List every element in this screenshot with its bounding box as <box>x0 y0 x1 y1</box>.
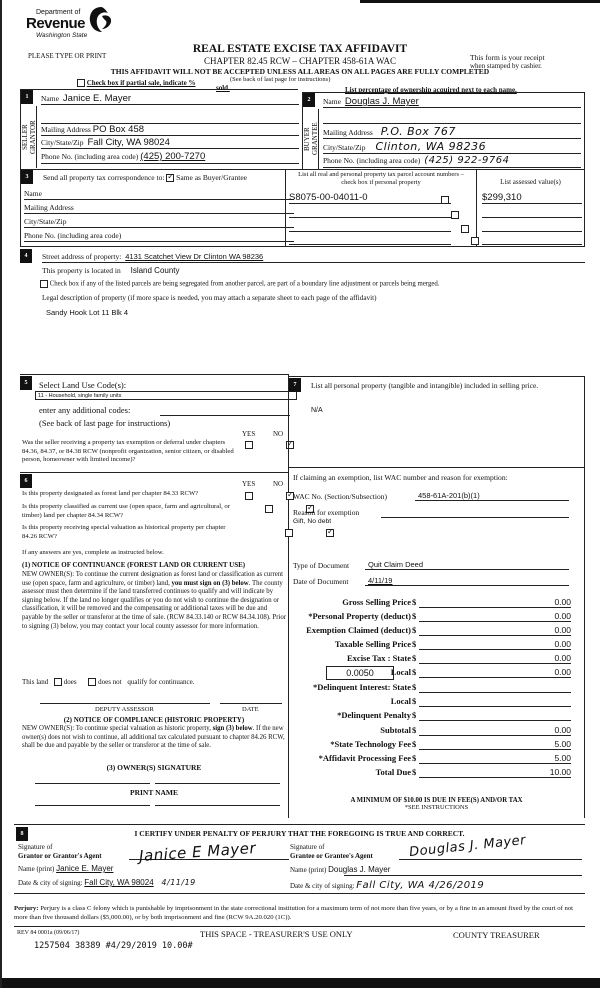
seller-city-field[interactable] <box>41 137 299 149</box>
label: Name (print) <box>18 865 55 873</box>
owner-signature-line-1[interactable] <box>35 783 150 784</box>
buyer-mailing: P.O. Box 767 <box>380 125 456 138</box>
treasurer-use-label: THIS SPACE - TREASURER'S USE ONLY <box>200 929 353 939</box>
dollar: $ <box>412 682 417 692</box>
section-number: 3 <box>21 170 33 184</box>
logo-line2: Revenue <box>26 15 86 32</box>
receipt-note-2: when stamped by cashier. <box>470 62 542 70</box>
parcel-number-3[interactable] <box>289 222 451 232</box>
grantor-signature-label <box>18 843 102 860</box>
yes-header: YES <box>242 430 256 438</box>
grantor-print-name[interactable]: Janice E. Mayer <box>56 864 114 873</box>
form-revision: REV 84 0001a (09/06/17) <box>17 930 80 936</box>
excise-tax-local[interactable]: 0.00 <box>419 667 571 678</box>
segregated-row <box>40 280 440 288</box>
buyer-side-label <box>303 109 319 169</box>
print-name-line-2[interactable] <box>155 805 280 806</box>
label: Local <box>390 667 411 677</box>
legal-description[interactable]: Sandy Hook Lot 11 Blk 4 <box>46 308 128 317</box>
continuance-qualify-row <box>22 678 194 686</box>
yes-header: YES <box>242 480 256 488</box>
perjury-label: Perjury: <box>14 905 39 912</box>
form-title: REAL ESTATE EXCISE TAX AFFIDAVIT <box>192 43 408 55</box>
label: Subtotal <box>380 725 411 735</box>
label: Gross Selling Price <box>342 597 411 607</box>
dollar: $ <box>412 611 417 621</box>
dor-swoosh-icon <box>88 5 114 33</box>
minimum-note: A MINIMUM OF $10.00 IS DUE IN FEE(S) AND/OR TAX <box>350 797 523 804</box>
label: *Personal Property (deduct) <box>308 611 411 621</box>
section-property <box>20 249 585 369</box>
logo-line3: Washington State <box>36 32 88 39</box>
buyer-name: Douglas J. Mayer <box>344 96 419 107</box>
corr-phone-field[interactable] <box>24 231 294 242</box>
parcel-number-4[interactable] <box>289 235 451 245</box>
perjury-notice <box>14 904 585 922</box>
cashier-stamp: 1257504 38389 #4/29/2019 10.00# <box>34 941 193 951</box>
section-number: 1 <box>21 90 33 104</box>
excise-tax-state[interactable]: 0.00 <box>419 653 571 664</box>
grantor-date-row <box>18 878 196 887</box>
label: *Delinquent Penalty <box>337 710 411 720</box>
dollar: $ <box>412 625 417 635</box>
wac-row <box>293 492 387 501</box>
land-use-label: Select Land Use Code(s): <box>39 380 127 390</box>
does-checkbox[interactable] <box>54 678 62 686</box>
section-number: 6 <box>20 474 32 488</box>
dollar: $ <box>412 767 417 777</box>
partial-sale-row <box>77 79 195 87</box>
grantor-label: GRANTOR <box>29 120 37 154</box>
local-rate-box[interactable]: 0.0050 <box>326 666 394 680</box>
logo-line1: Department of <box>36 9 81 16</box>
label: City/State/Zip <box>24 217 67 226</box>
dollar: $ <box>412 753 417 763</box>
total-due[interactable]: 10.00 <box>419 767 571 778</box>
label: This property is located in <box>42 266 121 275</box>
form-warning: THIS AFFIDAVIT WILL NOT BE ACCEPTED UNLESS ALL AREAS ON ALL PAGES ARE FULLY COMPLETED <box>110 67 490 76</box>
certify-statement: I CERTIFY UNDER PENALTY OF PERJURY THAT THE FOREGOING IS TRUE AND CORRECT. <box>134 829 465 838</box>
doc-date-label: Date of Document <box>293 577 349 586</box>
grantor-date-city[interactable]: Fall City, WA 98024 <box>84 878 154 887</box>
dollar: $ <box>412 639 417 649</box>
label: Total Due <box>375 767 411 777</box>
label: *Affidavit Processing Fee <box>318 753 411 763</box>
amount-row-personal <box>290 611 585 623</box>
grantor-date-handwritten: 4/11/19 <box>161 878 196 887</box>
buyer-name-field[interactable] <box>323 96 581 108</box>
personal-property-checkbox-1[interactable] <box>441 196 449 204</box>
doc-date[interactable]: 4/11/19 <box>365 576 569 586</box>
text-bold: you must sign on (3) below <box>171 579 249 587</box>
doc-type[interactable]: Quit Claim Deed <box>365 560 569 570</box>
parcel-header: List all real and personal property tax parcel account numbers – check box if personal property <box>298 171 464 186</box>
amount-row-state-tax <box>290 653 585 665</box>
label: City/State/Zip <box>323 143 366 152</box>
label: Taxable Selling Price <box>334 639 411 649</box>
text: . The county assessor must then determine if the land transferred continues to qualify and will indicate by signing below. If the land no longer qualifies or you do not wish to continue the designation or classification, it will be removed and the compensating or additional taxes will be due and payable by the seller or transferor at the time of sale. (RCW 84.33.140 or RCW 84.34.108). Prior to signing (3) below, you may contact your local county assessor for more information. <box>22 579 287 630</box>
personal-property-checkbox-2[interactable] <box>451 211 459 219</box>
label: Street address of property: <box>42 252 122 261</box>
seller-name-field[interactable] <box>41 93 299 105</box>
assessed-value-1[interactable]: $299,310 <box>482 192 582 204</box>
seller-city: Fall City, WA 98024 <box>87 137 170 148</box>
section-forest-land <box>20 472 288 818</box>
located-row <box>42 266 180 275</box>
same-as-buyer-checkbox[interactable] <box>166 174 174 182</box>
seller-side-label <box>21 106 37 168</box>
grantee-signature-label <box>290 843 373 860</box>
exemption-header: If claiming an exemption, list WAC number and reason for exemption: <box>293 473 508 482</box>
label: does not <box>98 678 122 686</box>
section-number: 4 <box>20 249 32 263</box>
label: WAC No. (Section/Subsection) <box>293 492 387 501</box>
no-header: NO <box>273 430 284 438</box>
dollar: $ <box>412 696 417 706</box>
label: Name <box>323 97 341 106</box>
label: *State Technology Fee <box>330 739 411 749</box>
personal-property-value[interactable]: N/A <box>311 407 323 414</box>
text: NEW OWNER(S): To continue special valuation as historic property, <box>22 725 211 732</box>
street-address-row <box>42 252 263 261</box>
amount-row-processing-fee <box>290 753 585 765</box>
label: Date & city of signing: <box>290 882 355 890</box>
dollar: $ <box>412 739 417 749</box>
street-address: 4131 Scatchet View Dr Clinton WA 98236 <box>125 252 264 261</box>
section-correspondence <box>20 169 585 247</box>
buyer-mailing-field[interactable] <box>323 125 581 139</box>
send-label: Send all property tax correspondence to: <box>43 173 165 182</box>
label: Grantee or Grantee's Agent <box>290 851 373 860</box>
buyer-city: Clinton, WA 98236 <box>375 140 487 153</box>
seller-mailing-field[interactable] <box>41 124 299 136</box>
label: Name <box>24 189 42 198</box>
amount-row-gross <box>290 597 585 609</box>
label: Phone No. (including area code) <box>41 152 139 161</box>
label: Signature of <box>18 843 53 851</box>
subtotal[interactable]: 0.00 <box>419 725 571 736</box>
partial-sale-label: Check box if partial sale, indicate % <box>86 79 196 87</box>
label: City/State/Zip <box>41 138 84 147</box>
please-type-label: PLEASE TYPE OR PRINT <box>28 52 107 60</box>
no-header: NO <box>273 480 284 488</box>
amount-row-tech-fee <box>290 739 585 751</box>
label: Check box if any of the listed parcels are being segregated from another parcel, are part of a boundary line adjustment or parcels being merged. <box>49 280 440 288</box>
affidavit-processing-fee[interactable]: 5.00 <box>419 753 571 764</box>
seller-phone-field[interactable] <box>41 151 299 164</box>
seller-phone: (425) 200-7270 <box>140 151 206 162</box>
section-number: 5 <box>20 376 32 390</box>
reason-label: Reason for exemption <box>293 508 360 517</box>
compliance-title: (2) NOTICE OF COMPLIANCE (HISTORIC PROPERTY) <box>63 716 245 724</box>
deputy-assessor-label: DEPUTY ASSESSOR <box>95 706 154 713</box>
current-use-yes-checkbox[interactable] <box>265 505 273 513</box>
personal-property-checkbox-3[interactable] <box>461 225 469 233</box>
grantor-signature: Janice E Mayer <box>138 838 257 866</box>
grantee-name-line <box>344 875 582 876</box>
divider <box>14 893 585 894</box>
label: Excise Tax : State <box>347 653 411 663</box>
deputy-assessor-signature-line[interactable] <box>40 703 210 704</box>
label: enter any additional codes: <box>39 405 131 415</box>
dollar: $ <box>412 597 417 607</box>
land-use-select[interactable]: 11 - Household, single family units <box>35 391 297 400</box>
personal-property-deduct[interactable]: 0.00 <box>419 611 571 622</box>
ownership-note: List percentage of ownership acquired next to each name. <box>345 86 517 94</box>
delinquent-interest-local[interactable] <box>419 696 571 707</box>
continuance-title: (1) NOTICE OF CONTINUANCE (FOREST LAND OR CURRENT USE) <box>22 561 246 569</box>
label: does <box>63 678 77 686</box>
buyer-city-field[interactable] <box>323 140 581 154</box>
scan-bottom-edge <box>0 978 600 988</box>
amount-row-total <box>290 767 585 779</box>
see-instructions: *SEE INSTRUCTIONS <box>404 804 469 811</box>
date-label: DATE <box>242 706 259 713</box>
buyer-phone-field[interactable] <box>323 155 581 168</box>
label: Signature of <box>290 843 325 851</box>
label: Mailing Address <box>323 128 373 137</box>
parcel-number-2[interactable] <box>289 208 451 218</box>
compliance-text <box>22 725 287 751</box>
grantee-signature-line[interactable] <box>399 859 582 860</box>
section-number: 2 <box>303 93 315 107</box>
county: Island County <box>130 266 180 275</box>
wac-number[interactable]: 458-61A-201(b)(1) <box>415 491 569 501</box>
assessed-value-4[interactable] <box>482 235 582 245</box>
current-use-question: Is this property classified as current use (open space, farm and agricultural, or timber) land per chapter 84.34 RCW? <box>22 503 230 519</box>
same-as-label: Same as Buyer/Grantee <box>176 173 247 182</box>
form-subtitle: CHAPTER 82.45 RCW – CHAPTER 458-61A WAC <box>204 56 396 66</box>
deputy-date-line[interactable] <box>220 703 282 704</box>
corr-name-field[interactable] <box>24 189 294 200</box>
label: qualify for continuance. <box>127 678 195 686</box>
label: Phone No. (including area code) <box>24 231 122 240</box>
personal-property-checkbox-4[interactable] <box>471 237 479 245</box>
seller-name-line2[interactable] <box>41 116 299 124</box>
owner-signature-label: (3) OWNER(S) SIGNATURE <box>106 763 202 772</box>
amount-row-delinquent-interest-local <box>290 696 585 708</box>
grantee-date-row <box>290 880 484 891</box>
dollar: $ <box>412 710 417 720</box>
reason-line[interactable] <box>381 517 569 518</box>
scan-top-edge <box>360 0 600 3</box>
amount-row-delinquent-interest-state <box>290 682 585 694</box>
divider <box>289 467 584 468</box>
forest-land-yes-checkbox[interactable] <box>245 492 253 500</box>
section-buyer <box>302 92 585 169</box>
seller-mailing: PO Box 458 <box>92 124 145 135</box>
footer-divider <box>14 926 585 927</box>
section-certification <box>14 824 585 896</box>
historic-question: Is this property receiving special valuation as historical property per chapter 84.26 RCW? <box>22 524 226 540</box>
seller-name: Janice E. Mayer <box>62 93 132 104</box>
send-correspondence-row <box>43 173 247 182</box>
owner-signature-line-2[interactable] <box>155 783 280 784</box>
perjury-text: Perjury is a class C felony which is punishable by imprisonment in the state correctional institution for a maximum term of not more than five years, or by a fine in an amount fixed by the court of not more than five thousand dollars ($5,000.00), or by both imprisonment and fine (RCW 9A.20.020 (1C)). <box>14 905 574 921</box>
receipt-note-1: This form is your receipt <box>470 53 545 62</box>
label: Mailing Address <box>41 125 91 134</box>
text: . If the new owner(s) does not wish to continue, all additional tax calculated pursuant to chapter 84.26 RCW, shall be due and payable by the seller or transferor at the time of sale. <box>22 725 285 750</box>
delinquent-penalty[interactable] <box>419 710 571 721</box>
additional-codes-row <box>39 405 130 415</box>
section-seller <box>20 89 298 169</box>
does-not-checkbox[interactable] <box>88 678 96 686</box>
dollar: $ <box>412 653 417 663</box>
label: *Delinquent Interest: State <box>312 682 411 692</box>
doc-type-label: Type of Document <box>293 561 350 570</box>
print-name-label: PRINT NAME <box>130 788 178 797</box>
dollar: $ <box>412 667 417 677</box>
label: Name (print) <box>290 866 327 874</box>
dor-logo <box>22 4 122 40</box>
section-land-use <box>20 374 288 470</box>
if-yes-note: If any answers are yes, complete as instructed below. <box>22 549 164 556</box>
minimum-note-block <box>289 797 584 811</box>
personal-property-label: List all personal property (tangible and intangible) included in selling price. <box>311 381 539 390</box>
text: NEW OWNER(S): To continue the current designation as forest land or classification as current use (open space, farm and agriculture, or timber) land, <box>22 571 284 587</box>
label: Date & city of signing: <box>18 879 83 887</box>
grantee-signature: Douglas J. Mayer <box>408 832 527 861</box>
state-technology-fee[interactable]: 5.00 <box>419 739 571 750</box>
exemption-claimed[interactable]: 0.00 <box>419 625 571 636</box>
buyer-name-line2[interactable] <box>323 116 581 124</box>
grantee-label: GRANTEE <box>311 122 319 156</box>
parcel-number-1[interactable]: S8075-00-04011-0 <box>289 192 451 204</box>
label: Mailing Address <box>24 203 74 212</box>
additional-codes-input[interactable] <box>160 415 290 416</box>
assessed-header: List assessed value(s) <box>500 178 561 186</box>
print-name-line-1[interactable] <box>35 805 150 806</box>
reason-value[interactable]: Gift, No debt <box>293 518 332 525</box>
label: Phone No. (including area code) <box>323 156 421 165</box>
segregated-checkbox[interactable] <box>40 280 48 288</box>
assessed-value-3[interactable] <box>482 222 582 232</box>
text-bold: sign (3) below <box>212 725 253 732</box>
grantor-name-row <box>18 864 113 873</box>
taxable-selling-price[interactable]: 0.00 <box>419 639 571 650</box>
buyer-label: BUYER <box>303 127 311 151</box>
section-number: 8 <box>16 827 28 841</box>
corr-mailing-field[interactable] <box>24 203 294 214</box>
scan-left-edge <box>0 0 2 988</box>
instructions-note: (See back of last page for instructions) <box>230 76 331 83</box>
partial-sale-checkbox[interactable] <box>77 79 85 87</box>
amount-row-taxable <box>290 639 585 651</box>
grantee-date-city[interactable]: Fall City, WA 4/26/2019 <box>356 880 485 891</box>
continuance-text <box>22 571 287 631</box>
grantee-name-row <box>290 865 390 874</box>
amount-row-penalty <box>290 710 585 722</box>
section-number: 7 <box>289 378 301 392</box>
label: Name <box>41 94 59 103</box>
label: Grantor or Grantor's Agent <box>18 851 102 860</box>
delinquent-interest-state[interactable] <box>419 682 571 693</box>
gross-selling-price[interactable]: 0.00 <box>419 597 571 608</box>
dollar: $ <box>412 725 417 735</box>
divider <box>42 262 585 263</box>
county-treasurer-label: COUNTY TREASURER <box>453 930 540 940</box>
legal-description-label: Legal description of property (if more space is needed, you may attach a separate sheet to each page of the affidavit) <box>42 294 377 302</box>
exemption-yes-checkbox[interactable] <box>245 441 253 449</box>
label: This land <box>22 678 49 686</box>
partial-sale-sold: sold. <box>216 84 230 92</box>
buyer-phone: (425) 922-9764 <box>424 155 510 166</box>
amount-row-exemption <box>290 625 585 637</box>
forest-land-question: Is this property designated as forest land per chapter 84.33 RCW? <box>22 490 199 497</box>
grantee-print-name[interactable]: Douglas J. Mayer <box>328 865 391 874</box>
corr-city-field[interactable] <box>24 217 294 228</box>
assessed-value-2[interactable] <box>482 208 582 218</box>
see-back-note: (See back of last page for instructions) <box>39 418 171 428</box>
label: Exemption Claimed (deduct) <box>306 625 411 635</box>
seller-label: SELLER <box>21 124 29 150</box>
amount-row-local-tax <box>290 667 585 679</box>
amount-row-subtotal <box>290 725 585 737</box>
label: Local <box>390 696 411 706</box>
exemption-question: Was the seller receiving a property tax exemption or deferral under chapters 84.36, 84.37, or 84.38 RCW (nonprofit organization, senior citizen, or disabled person, homeowner with limited income)? <box>22 439 234 463</box>
